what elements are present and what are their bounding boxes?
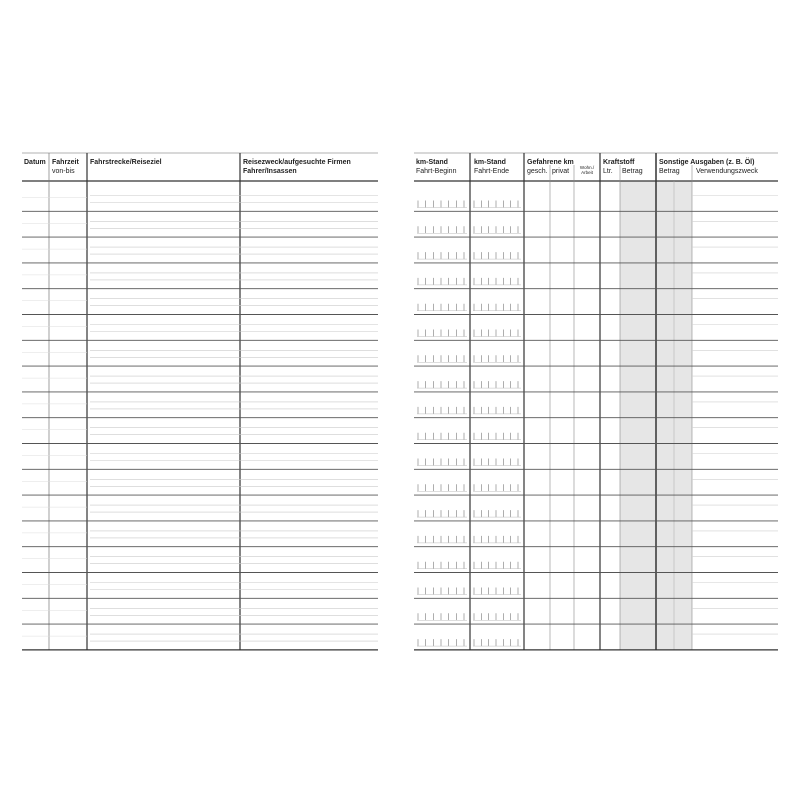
header-betrag: Betrag <box>622 168 643 175</box>
header-betrag2: Betrag <box>659 168 680 175</box>
header-km-beginn: km-Stand Fahrt-Beginn <box>416 159 457 175</box>
right-page <box>400 0 800 800</box>
header-fahrzeit: Fahrzeit von-bis <box>52 159 79 175</box>
header-fahrstrecke: Fahrstrecke/Reiseziel <box>90 159 162 166</box>
header-privat: privat <box>552 168 570 175</box>
header-verwendung: Verwendungszweck <box>696 168 758 175</box>
header-gefahrene: Gefahrene km <box>527 159 574 166</box>
header-gesch: gesch. <box>527 168 548 175</box>
header-wohn: Wohn./ Arbeit <box>579 165 595 175</box>
header-kraftstoff: Kraftstoff <box>603 159 635 166</box>
header-fahrer: Fahrer/Insassen <box>243 168 297 175</box>
header-km-ende: km-Stand Fahrt-Ende <box>474 159 510 175</box>
header-datum: Datum <box>24 159 46 166</box>
header-km-ende-sub: Fahrt-Ende <box>474 168 510 175</box>
fuel-amount-shade <box>620 181 656 650</box>
right-form-grid <box>400 0 800 800</box>
header-reisezweck: Reisezweck/aufgesuchte Firmen Fahrer/Insassen <box>243 159 351 175</box>
header-fahrzeit-sub: von-bis <box>52 168 75 175</box>
header-sonstige: Sonstige Ausgaben (z. B. Öl) <box>659 159 755 166</box>
header-km-beginn-sub: Fahrt-Beginn <box>416 168 457 175</box>
header-ltr: Ltr. <box>603 168 613 175</box>
